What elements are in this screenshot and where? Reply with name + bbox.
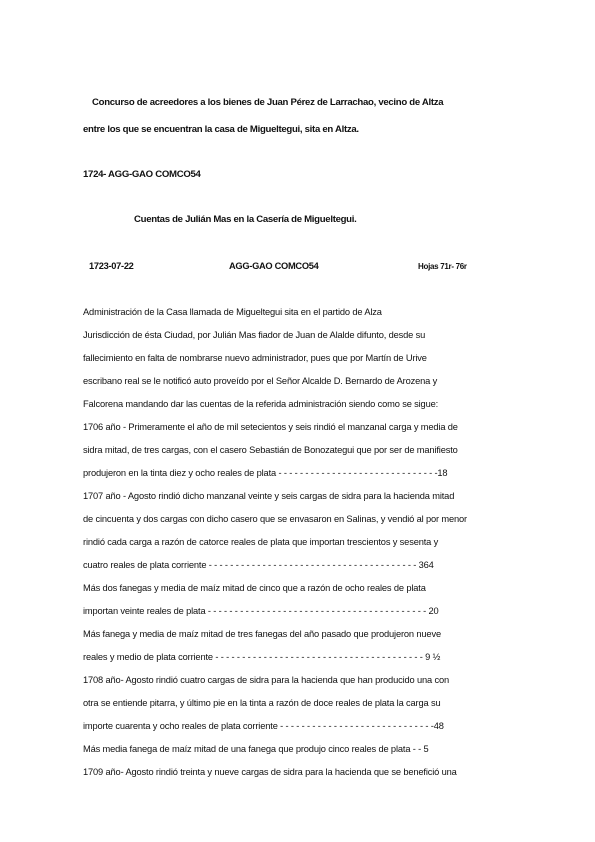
body-line: Jurisdicción de ésta Ciudad, por Julián Mas fiador de Juan de Alalde difunto, desde su <box>83 330 426 340</box>
heading-line-2: entre los que se encuentran la casa de Migueltegui, sita en Altza. <box>83 124 359 135</box>
record-folios: Hojas 71r- 76r <box>418 262 467 271</box>
body-line: produjeron en la tinta diez y ocho reales de plata - - - - - - - - - - - - - - - - - - - - - - - - - - - - - -18 <box>83 468 448 478</box>
body-line: 1708 año- Agosto rindió cuatro cargas de sidra para la hacienda que han producido una con <box>83 675 450 685</box>
body-line: fallecimiento en falta de nombrarse nuevo administrador, pues que por Martín de Urive <box>83 353 427 363</box>
body-line: Más fanega y media de maíz mitad de tres fanegas del año pasado que produjeron nueve <box>83 629 441 639</box>
body-line: importe cuarenta y ocho reales de plata corriente - - - - - - - - - - - - - - - - - - - - - - - - - - - - -48 <box>83 721 444 731</box>
body-line: 1709 año- Agosto rindió treinta y nueve cargas de sidra para la hacienda que se benefició una <box>83 767 457 777</box>
body-line: sidra mitad, de tres cargas, con el casero Sebastián de Bonozategui que por ser de manifiesto <box>83 445 458 455</box>
body-line: de cincuenta y dos cargas con dicho casero que se envasaron en Salinas, y vendió al por menor <box>83 514 467 524</box>
record-date: 1723-07-22 <box>89 261 134 271</box>
body-line: Más dos fanegas y media de maíz mitad de cinco que a razón de ocho reales de plata <box>83 583 426 593</box>
heading-line-1: Concurso de acreedores a los bienes de Juan Pérez de Larrachao, vecino de Altza <box>92 97 444 108</box>
body-line: cuatro reales de plata corriente - - - - - - - - - - - - - - - - - - - - - - - - - - - - - - - - - - - - - - - 364 <box>83 560 434 570</box>
body-line: rindió cada carga a razón de catorce reales de plata que importan trescientos y sesenta y <box>83 537 439 547</box>
body-line: Administración de la Casa llamada de Migueltegui sita en el partido de Alza <box>83 307 382 317</box>
catalog-reference: 1724- AGG-GAO COMCO54 <box>83 169 201 180</box>
body-line: 1706 año - Primeramente el año de mil setecientos y seis rindió el manzanal carga y media de <box>83 422 458 432</box>
body-line: escribano real se le notificó auto proveído por el Señor Alcalde D. Bernardo de Arozena y <box>83 376 438 386</box>
body-line: importan veinte reales de plata - - - - - - - - - - - - - - - - - - - - - - - - - - - - - - - - - - - - - - - - - 20 <box>83 606 439 616</box>
body-line: otra se entiende pitarra, y último pie en la tinta a razón de doce reales de plata la carga su <box>83 698 441 708</box>
body-line: reales y medio de plata corriente - - - - - - - - - - - - - - - - - - - - - - - - - - - - - - - - - - - - - - - 9 ½ <box>83 652 441 662</box>
document-subtitle: Cuentas de Julián Mas en la Casería de Migueltegui. <box>134 214 357 225</box>
body-line: 1707 año - Agosto rindió dicho manzanal veinte y seis cargas de sidra para la hacienda mitad <box>83 491 455 501</box>
body-line: Falcorena mandando dar las cuentas de la referida administración siendo como se sigue: <box>83 399 439 409</box>
record-reference: AGG-GAO COMCO54 <box>229 261 319 271</box>
body-line: Más media fanega de maíz mitad de una fanega que produjo cinco reales de plata - - 5 <box>83 744 429 754</box>
